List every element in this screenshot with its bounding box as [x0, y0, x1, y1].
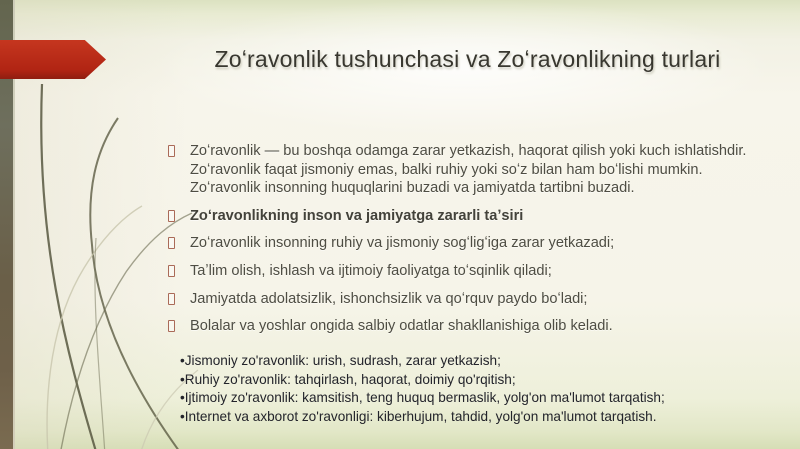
sub-list-item: •Jismoniy zo'ravonlik: urish, sudrash, zarar yetkazish; — [180, 353, 501, 368]
title-arrow-shape — [0, 40, 106, 79]
square-bullet-icon — [168, 145, 175, 157]
list-item — [168, 317, 768, 336]
bullet-text: Zoʻravonlik insonning ruhiy va jismoniy sogʻligʻiga zarar yetkazadi; — [190, 235, 615, 252]
square-bullet-icon — [168, 237, 175, 249]
sub-list-item: •Ruhiy zo'ravonlik: tahqirlash, haqorat, doimiy qo'rqitish; — [180, 371, 516, 387]
square-bullet-icon — [168, 320, 175, 332]
bullet-text: Taʼlim olish, ishlash va ijtimoiy faoliyatga toʻsqinlik qiladi; — [190, 262, 552, 279]
bullet-text: Jamiyatda adolatsizlik, ishonchsizlik va qoʻrquv paydo boʻladi; — [190, 290, 588, 307]
square-bullet-icon — [168, 210, 175, 222]
list-item — [168, 234, 768, 253]
violence-types-sub-list — [180, 352, 770, 427]
sub-list-item: •Internet va axborot zo'ravonligi: kiberhujum, tahdid, yolg'on ma'lumot tarqatish. — [180, 409, 657, 425]
square-bullet-icon — [168, 293, 175, 305]
sub-list-item: •Ijtimoiy zo'ravonlik: kamsitish, teng huquq bermaslik, yolg'on ma'lumot tarqatish; — [180, 390, 665, 406]
bullet-text: Bolalar va yoshlar ongida salbiy odatlar shakllanishiga olib keladi. — [190, 318, 613, 335]
square-bullet-icon — [168, 265, 175, 277]
bullet-list — [168, 142, 768, 345]
page-title: Zoʻravonlik tushunchasi va Zoʻravonlikning turlari — [214, 46, 721, 72]
list-item — [168, 262, 768, 281]
list-item — [168, 290, 768, 309]
bullet-text: Zoʻravonlik — bu boshqa odamga zarar yetkazish, haqorat qilish yoki kuch ishlatishdir. Zoʻravonlik faqat jismoniy emas, balki ruhiy yoki soʻz bilan ham boʻlishi mumkin. Zoʻravonlik insonning huquqlarini buzadi va jamiyatda tartibni buzadi. — [190, 143, 747, 197]
list-item — [168, 207, 768, 226]
bullet-text: Zoʻravonlikning inson va jamiyatga zararli taʼsiri — [190, 207, 524, 224]
list-item — [168, 142, 768, 198]
